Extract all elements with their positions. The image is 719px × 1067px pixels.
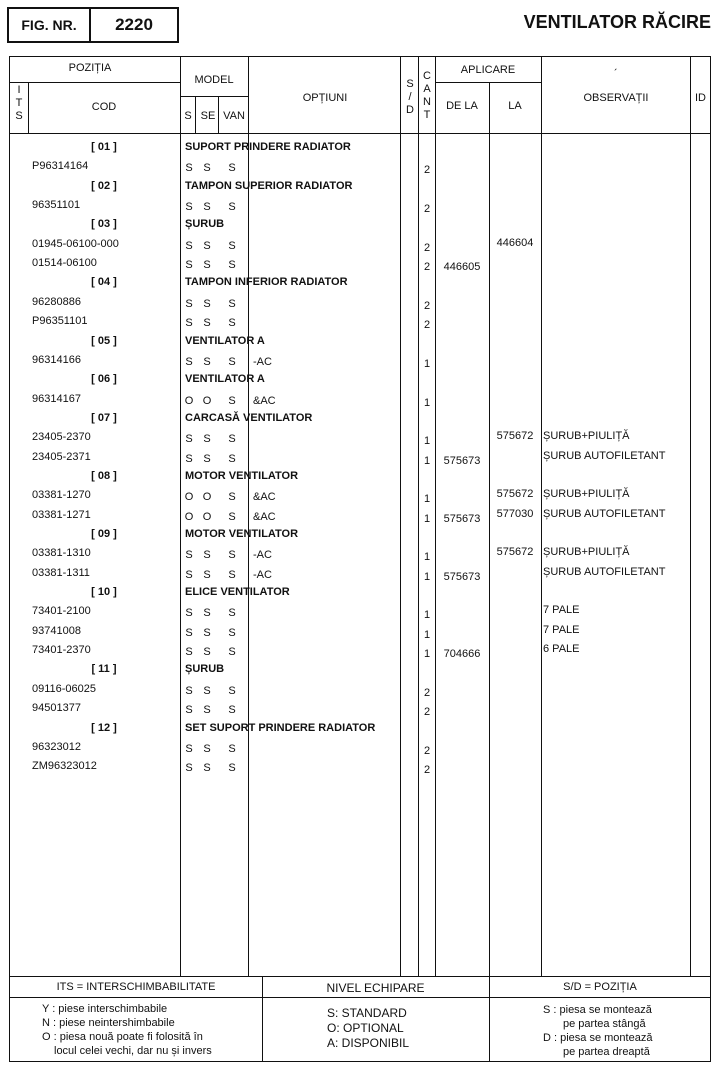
model-s-value: S [185, 704, 193, 716]
part-code: 96314167 [32, 393, 81, 405]
position-number: [ 10 ] [91, 586, 117, 598]
model-se-value: S [203, 162, 211, 174]
model-se-value: S [203, 298, 211, 310]
model-s-value: S [185, 433, 193, 445]
position-name: VENTILATOR A [185, 335, 265, 347]
model-van-value: S [228, 607, 236, 619]
position-number: [ 06 ] [91, 373, 117, 385]
footer-sd-title: S/D = POZIȚIA [563, 981, 637, 993]
part-code: 73401-2100 [32, 605, 91, 617]
model-se-value: S [203, 607, 211, 619]
part-code: P96351101 [32, 315, 88, 327]
applies-from: 704666 [443, 648, 481, 660]
quantity: 2 [423, 242, 431, 254]
model-se-value: S [203, 549, 211, 561]
model-se-value: O [202, 511, 212, 523]
model-s-value: S [185, 317, 193, 329]
option-code: &AC [253, 511, 276, 523]
model-se-value: S [203, 453, 211, 465]
model-s-value: S [185, 298, 193, 310]
header-its: I T S [15, 84, 23, 122]
figure-number: 2220 [115, 15, 153, 34]
footer-nivel-legend: S: STANDARD O: OPTIONAL A: DISPONIBIL [327, 1006, 410, 1050]
model-se-value: S [203, 704, 211, 716]
quantity: 2 [423, 203, 431, 215]
quantity: 1 [423, 551, 431, 563]
model-se-value: S [203, 259, 211, 271]
quantity: 2 [423, 164, 431, 176]
position-number: [ 12 ] [91, 722, 117, 734]
quantity: 1 [423, 397, 431, 409]
model-van-value: S [228, 685, 236, 697]
rule-footer-top [9, 976, 711, 977]
header-la: LA [508, 100, 522, 112]
col-la [541, 57, 542, 977]
footer-its-title: ITS = INTERSCHIMBABILITATE [56, 981, 216, 993]
quantity: 1 [423, 493, 431, 505]
header-optiuni: OPȚIUNI [302, 92, 348, 104]
model-van-value: S [228, 569, 236, 581]
header-cant: C A N T [423, 70, 431, 121]
part-code: 94501377 [32, 702, 81, 714]
model-se-value: S [203, 685, 211, 697]
model-van-value: S [228, 298, 236, 310]
model-s-value: O [184, 511, 194, 523]
position-name: MOTOR VENTILATOR [185, 528, 299, 540]
footer-its-legend: Y : piese interschimbabile N : piese neintershimbabile O : piesa nouă poate fi folosită în locul celei vechi, dar nu și invers [42, 1003, 212, 1057]
quantity: 1 [423, 571, 431, 583]
col-cod [180, 57, 181, 977]
col-dela [489, 82, 490, 977]
header-sd: S / D [406, 78, 414, 116]
position-name: CARCASĂ VENTILATOR [185, 412, 313, 424]
header-de-la: DE LA [446, 100, 478, 112]
model-s-value: S [185, 240, 193, 252]
quantity: 2 [423, 319, 431, 331]
model-se-value: S [203, 433, 211, 445]
col-model-se [218, 96, 219, 133]
model-van-value: S [228, 433, 236, 445]
option-code: -AC [253, 569, 272, 581]
option-code: -AC [253, 549, 272, 561]
header-cod: COD [91, 101, 117, 113]
model-van-value: S [228, 395, 236, 407]
observation: ȘURUB+PIULIȚĂ [543, 488, 630, 500]
rule-header-bottom [9, 133, 711, 134]
model-s-value: S [185, 685, 193, 697]
observation: ȘURUB+PIULIȚĂ [543, 430, 630, 442]
model-van-value: S [228, 453, 236, 465]
observation: ȘURUB AUTOFILETANT [543, 450, 666, 462]
model-se-value: S [203, 646, 211, 658]
model-van-value: S [228, 762, 236, 774]
model-s-value: S [185, 646, 193, 658]
quantity: 1 [423, 513, 431, 525]
model-van-value: S [228, 317, 236, 329]
model-se-value: S [203, 762, 211, 774]
model-van-value: S [228, 201, 236, 213]
model-van-value: S [228, 646, 236, 658]
quantity: 2 [423, 745, 431, 757]
position-name: ELICE VENTILATOR [185, 586, 290, 598]
header-model-s: S [184, 110, 192, 122]
model-se-value: S [203, 627, 211, 639]
quantity: 1 [423, 358, 431, 370]
position-number: [ 03 ] [91, 218, 117, 230]
model-se-value: O [202, 491, 212, 503]
model-se-value: S [203, 569, 211, 581]
model-s-value: S [185, 356, 193, 368]
model-se-value: S [203, 201, 211, 213]
position-number: [ 04 ] [91, 276, 117, 288]
rule-aplicare [435, 82, 541, 83]
rule-model [180, 96, 248, 97]
quantity: 2 [423, 261, 431, 273]
header-model-se: SE [200, 110, 216, 122]
model-van-value: S [228, 743, 236, 755]
applies-from: 575673 [443, 455, 481, 467]
part-code: 03381-1271 [32, 509, 91, 521]
quantity: 2 [423, 706, 431, 718]
position-number: [ 02 ] [91, 180, 117, 192]
model-s-value: S [185, 201, 193, 213]
observation: 6 PALE [543, 643, 580, 655]
rule-footer-title [9, 997, 711, 998]
model-se-value: S [203, 240, 211, 252]
header-pozitia: POZIȚIA [68, 62, 112, 74]
model-s-value: S [185, 259, 193, 271]
applies-from: 446605 [443, 261, 481, 273]
header-model-van: VAN [223, 110, 245, 122]
observation: ȘURUB AUTOFILETANT [543, 508, 666, 520]
position-number: [ 05 ] [91, 335, 117, 347]
model-s-value: S [185, 569, 193, 581]
quantity: 2 [423, 764, 431, 776]
figure-label: FIG. NR. [9, 9, 91, 41]
page-title: VENTILATOR RĂCIRE [523, 12, 711, 32]
position-name: MOTOR VENTILATOR [185, 470, 299, 482]
model-van-value: S [228, 162, 236, 174]
model-s-value: S [185, 627, 193, 639]
model-se-value: S [203, 743, 211, 755]
position-number: [ 11 ] [91, 663, 117, 675]
part-code: 96323012 [32, 741, 81, 753]
option-code: &AC [253, 491, 276, 503]
observation: ȘURUB AUTOFILETANT [543, 566, 666, 578]
position-name: ȘURUB [185, 663, 225, 675]
part-code: 01514-06100 [32, 257, 97, 269]
model-s-value: O [184, 395, 194, 407]
model-van-value: S [228, 259, 236, 271]
quantity: 1 [423, 455, 431, 467]
col-optiuni [400, 57, 401, 977]
position-number: [ 07 ] [91, 412, 117, 424]
option-code: -AC [253, 356, 272, 368]
model-s-value: S [185, 607, 193, 619]
header-model: MODEL [194, 74, 234, 86]
position-name: TAMPON SUPERIOR RADIATOR [185, 180, 353, 192]
model-s-value: S [185, 762, 193, 774]
model-van-value: S [228, 240, 236, 252]
part-code: 73401-2370 [32, 644, 91, 656]
model-s-value: S [185, 743, 193, 755]
position-number: [ 09 ] [91, 528, 117, 540]
model-s-value: S [185, 162, 193, 174]
col-model-s [195, 96, 196, 133]
model-se-value: S [203, 356, 211, 368]
model-van-value: S [228, 549, 236, 561]
observation: 7 PALE [543, 624, 580, 636]
part-code: 01945-06100-000 [32, 238, 119, 250]
quantity: 1 [423, 629, 431, 641]
col-cant [435, 57, 436, 977]
part-code: 23405-2371 [32, 451, 91, 463]
rule-pozitia [9, 82, 180, 83]
applies-from: 575673 [443, 571, 481, 583]
position-name: SET SUPORT PRINDERE RADIATOR [185, 722, 376, 734]
model-s-value: S [185, 549, 193, 561]
header-observatii: OBSERVAȚII [583, 92, 649, 104]
quantity: 2 [423, 687, 431, 699]
position-name: TAMPON INFERIOR RADIATOR [185, 276, 348, 288]
part-code: 23405-2370 [32, 431, 91, 443]
part-code: 09116-06025 [32, 683, 97, 695]
applies-to: 446604 [496, 237, 534, 249]
part-code: P96314164 [32, 160, 89, 172]
header-aplicare: APLICARE [460, 64, 516, 76]
model-van-value: S [228, 511, 236, 523]
model-s-value: O [184, 491, 194, 503]
quantity: 2 [423, 300, 431, 312]
position-number: [ 01 ] [91, 141, 117, 153]
model-van-value: S [228, 704, 236, 716]
model-van-value: S [228, 356, 236, 368]
part-code: 96314166 [32, 354, 81, 366]
footer-sd-legend: S : piesa se montează pe partea stângă D : piesa se montează pe partea dreaptă [543, 1004, 653, 1058]
header-observatii-mark: ´ [614, 68, 618, 80]
applies-to: 577030 [496, 508, 534, 520]
quantity: 1 [423, 648, 431, 660]
quantity: 1 [423, 435, 431, 447]
model-van-value: S [228, 627, 236, 639]
option-code: &AC [253, 395, 276, 407]
applies-to: 575672 [496, 430, 534, 442]
part-code: 96351101 [32, 199, 81, 211]
applies-to: 575672 [496, 546, 534, 558]
position-name: VENTILATOR A [185, 373, 265, 385]
position-name: SUPORT PRINDERE RADIATOR [185, 141, 351, 153]
header-id: ID [695, 92, 706, 104]
part-code: 03381-1310 [32, 547, 91, 559]
position-name: ȘURUB [185, 218, 225, 230]
part-code: 03381-1311 [32, 567, 90, 579]
applies-to: 575672 [496, 488, 534, 500]
model-se-value: S [203, 317, 211, 329]
observation: ȘURUB+PIULIȚĂ [543, 546, 630, 558]
model-se-value: O [202, 395, 212, 407]
part-code: 03381-1270 [32, 489, 91, 501]
model-van-value: S [228, 491, 236, 503]
position-number: [ 08 ] [91, 470, 117, 482]
part-code: ZM96323012 [32, 760, 97, 772]
part-code: 96280886 [32, 296, 81, 308]
figure-number-box [7, 7, 179, 43]
footer-nivel-title: NIVEL ECHIPARE [326, 981, 425, 995]
quantity: 1 [423, 609, 431, 621]
applies-from: 575673 [443, 513, 481, 525]
observation: 7 PALE [543, 604, 580, 616]
part-code: 93741008 [32, 625, 81, 637]
model-s-value: S [185, 453, 193, 465]
col-observatii [690, 57, 691, 977]
col-its [28, 82, 29, 134]
